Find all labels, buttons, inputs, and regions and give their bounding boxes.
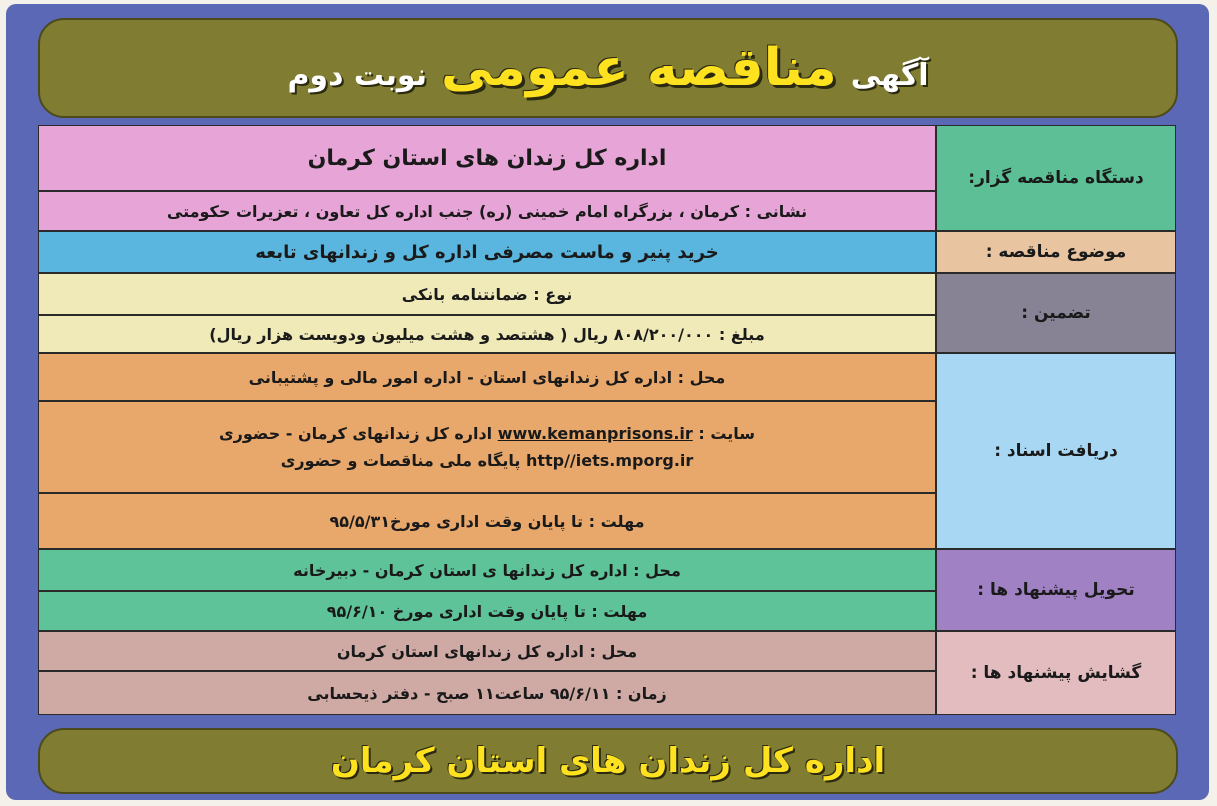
footer-title: اداره کل زندان های استان کرمان: [330, 741, 886, 781]
organizer-label: دستگاه مناقصه گزار:: [936, 125, 1176, 231]
header-banner: [38, 18, 1178, 118]
documents-portal-line: [281, 451, 694, 470]
organizer-name: اداره کل زندان های استان کرمان: [38, 125, 936, 191]
portal-link[interactable]: http//iets.mporg.ir: [525, 451, 694, 470]
documents-deadline: مهلت : تا پایان وقت اداری مورخ۹۵/۵/۳۱: [38, 493, 936, 549]
documents-site-line: [219, 424, 755, 443]
submission-label: تحویل پیشنهاد ها :: [936, 549, 1176, 631]
subject-value: خرید پنیر و ماست مصرفی اداره کل و زندانهای تابعه: [38, 231, 936, 273]
header-title: [287, 38, 928, 98]
site-suffix: اداره کل زندانهای کرمان - حضوری: [219, 424, 493, 443]
guarantee-type: نوع : ضمانتنامه بانکی: [38, 273, 936, 315]
organizer-address: نشانی : کرمان ، بزرگراه امام خمینی (ره) جنب اداره کل تعاون ، تعزیرات حکومتی: [38, 191, 936, 231]
subject-label: موضوع مناقصه :: [936, 231, 1176, 273]
opening-label: گشایش پیشنهاد ها :: [936, 631, 1176, 715]
header-round: نوبت دوم: [287, 58, 428, 93]
header-notice-word: آگهی: [850, 58, 929, 93]
guarantee-label: تضمین :: [936, 273, 1176, 353]
documents-label: دریافت اسناد :: [936, 353, 1176, 549]
submission-location: محل : اداره کل زندانها ی استان کرمان - دبیرخانه: [38, 549, 936, 591]
site-prefix: سایت :: [698, 424, 755, 443]
documents-sites: [38, 401, 936, 493]
site-link[interactable]: www.kemanprisons.ir: [497, 424, 693, 443]
footer-banner: [38, 728, 1178, 794]
tender-table: [38, 125, 1176, 715]
opening-location: محل : اداره کل زندانهای استان کرمان: [38, 631, 936, 671]
documents-location: محل : اداره کل زندانهای استان - اداره امور مالی و پشتیبانی: [38, 353, 936, 401]
submission-deadline: مهلت : تا پایان وقت اداری مورخ ۹۵/۶/۱۰: [38, 591, 936, 631]
portal-suffix: پایگاه ملی مناقصات و حضوری: [280, 451, 521, 470]
opening-time: زمان : ۹۵/۶/۱۱ ساعت۱۱ صبح - دفتر ذیحسابی: [38, 671, 936, 715]
header-tender-title: مناقصه عمومی: [441, 38, 837, 98]
guarantee-amount: مبلغ : ۸۰۸/۲۰۰/۰۰۰ ریال ( هشتصد و هشت میلیون ودویست هزار ریال): [38, 315, 936, 353]
